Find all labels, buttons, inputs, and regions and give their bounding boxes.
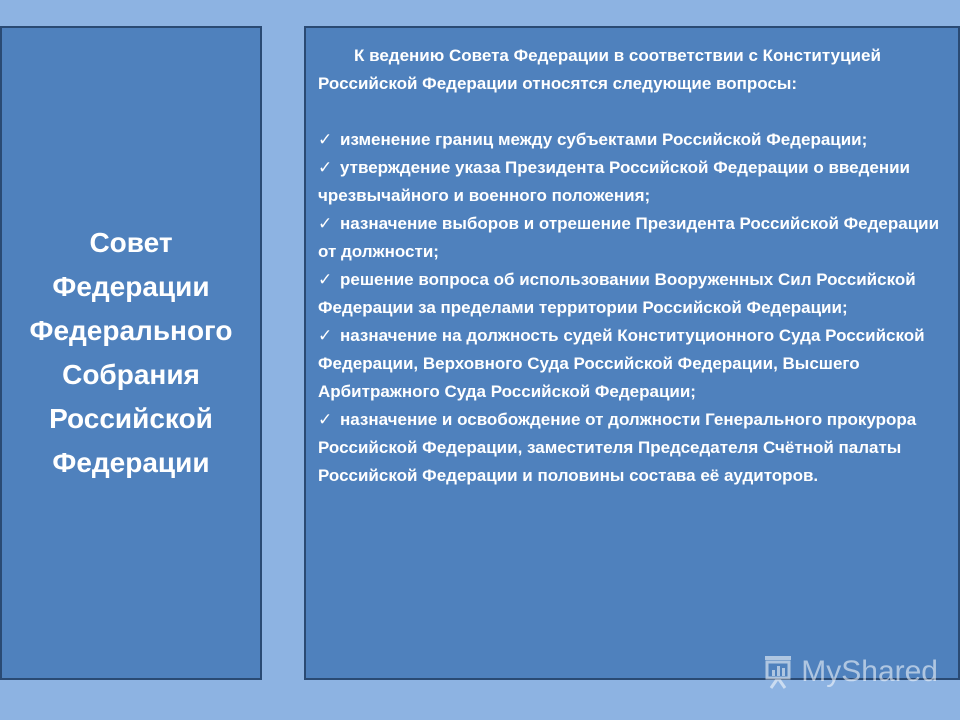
list-item-text: решение вопроса об использовании Вооруженных Сил Российской Федерации за пределами территории Российской Федерации; [318,270,916,317]
list-item [318,126,948,154]
checkmark-icon: ✓ [318,214,333,233]
title-line: Федерального [29,315,233,346]
list-item-text: изменение границ между субъектами Российской Федерации; [340,130,868,149]
list-item [318,266,948,322]
checkmark-icon: ✓ [318,130,333,149]
watermark-text: MyShared [801,655,938,688]
powers-list [318,126,948,490]
list-item-text: назначение выборов и отрешение Президента Российской Федерации от должности; [318,214,940,261]
panel-title [24,221,239,485]
title-line: Российской [49,403,213,434]
checkmark-icon: ✓ [318,410,333,429]
list-item [318,406,948,490]
title-line: Федерации [52,271,210,302]
list-item-text: назначение и освобождение от должности Генерального прокурора Российской Федерации, заместителя Председателя Счётной палаты Российской Федерации и половины состава её аудиторов. [318,410,917,485]
left-panel [0,26,262,680]
list-item [318,210,948,266]
title-line: Совет [89,227,173,258]
intro-text: К ведению Совета Федерации в соответствии с Конституцией Российской Федерации относятся следующие вопросы: [318,46,881,93]
content [318,42,948,490]
checkmark-icon: ✓ [318,326,333,345]
presentation-board-icon [761,654,795,690]
title-line: Собрания [62,359,200,390]
list-item [318,154,948,210]
list-item-text: назначение на должность судей Конституционного Суда Российской Федерации, Верховного Суда Российской Федерации, Высшего Арбитражного Суда Российской Федерации; [318,326,925,401]
checkmark-icon: ✓ [318,158,333,177]
list-item [318,322,948,406]
title-line: Федерации [52,447,210,478]
right-panel [304,26,960,680]
checkmark-icon: ✓ [318,270,333,289]
watermark [761,654,938,690]
list-item-text: утверждение указа Президента Российской Федерации о введении чрезвычайного и военного положения; [318,158,910,205]
